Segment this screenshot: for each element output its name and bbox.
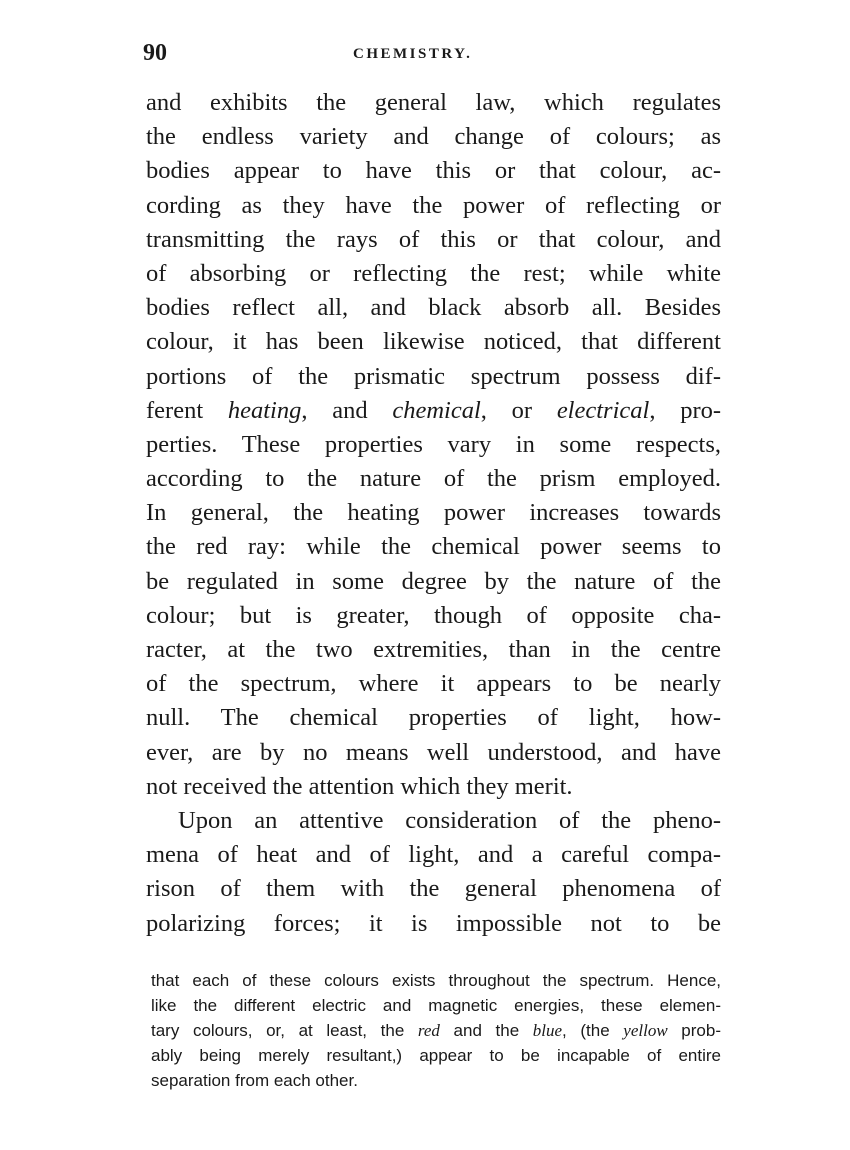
text-line: of the spectrum, where it appears to be nearly bbox=[146, 670, 721, 698]
text-line: perties. These properties vary in some respects, bbox=[146, 430, 721, 458]
text-run: , pro- bbox=[649, 396, 722, 424]
footnote-line-italics bbox=[151, 1018, 721, 1043]
text-line: colour; but is greater, though of opposite cha- bbox=[146, 601, 721, 629]
text-line: the endless variety and change of colours; as bbox=[146, 123, 721, 151]
text-line: polarizing forces; it is impossible not to be bbox=[146, 909, 721, 937]
page-header bbox=[143, 40, 718, 80]
footnote-line: that each of these colours exists throughout the spectrum. Hence, bbox=[151, 971, 721, 990]
text-line: the red ray: while the chemical power seems to bbox=[146, 533, 721, 561]
text-line: according to the nature of the prism employed. bbox=[146, 465, 721, 493]
text-run: , and bbox=[301, 396, 393, 424]
text-run: , (the bbox=[562, 1021, 624, 1040]
text-line: colour, it has been likewise noticed, that different bbox=[146, 328, 721, 356]
italic-term-heating: heating bbox=[227, 396, 302, 424]
paragraph-start-line: Upon an attentive consideration of the pheno- bbox=[178, 806, 721, 834]
text-run: tary colours, or, at least, the bbox=[151, 1021, 418, 1040]
body-text bbox=[146, 86, 721, 941]
text-line: mena of heat and of light, and a careful compa- bbox=[146, 841, 721, 869]
text-line: and exhibits the general law, which regulates bbox=[146, 89, 721, 116]
text-run: prob- bbox=[667, 1021, 721, 1040]
text-run: ferent bbox=[146, 396, 228, 424]
text-line: not received the attention which they merit. bbox=[146, 772, 573, 800]
text-line: bodies appear to have this or that colour, ac- bbox=[146, 157, 721, 185]
footnote bbox=[151, 968, 721, 1093]
text-line-italics bbox=[146, 394, 721, 428]
footnote-line: ably being merely resultant,) appear to be incapable of entire bbox=[151, 1046, 721, 1065]
text-line: of absorbing or reflecting the rest; while white bbox=[146, 259, 721, 287]
page-number: 90 bbox=[143, 40, 167, 66]
text-line: ever, are by no means well understood, and have bbox=[146, 738, 721, 766]
text-line: bodies reflect all, and black absorb all. Besides bbox=[146, 294, 721, 322]
italic-term-red: red bbox=[417, 1021, 440, 1040]
text-run: and the bbox=[439, 1021, 533, 1040]
italic-term-chemical: chemical bbox=[392, 396, 481, 424]
footnote-line: separation from each other. bbox=[151, 1071, 358, 1090]
footnote-line: like the different electric and magnetic energies, these elemen- bbox=[151, 996, 721, 1015]
running-head: CHEMISTRY. bbox=[353, 46, 473, 62]
text-line: rison of them with the general phenomena of bbox=[146, 875, 721, 903]
text-line: cording as they have the power of reflecting or bbox=[146, 191, 721, 219]
text-line: portions of the prismatic spectrum possess dif- bbox=[146, 362, 721, 390]
italic-term-yellow: yellow bbox=[623, 1021, 668, 1040]
text-run: , or bbox=[480, 396, 557, 424]
text-line: be regulated in some degree by the nature of the bbox=[146, 567, 721, 595]
text-line: transmitting the rays of this or that colour, and bbox=[146, 225, 721, 253]
text-line: racter, at the two extremities, than in the centre bbox=[146, 636, 721, 663]
text-line: In general, the heating power increases towards bbox=[146, 499, 721, 527]
italic-term-blue: blue bbox=[532, 1021, 563, 1040]
text-line: null. The chemical properties of light, how- bbox=[146, 704, 721, 732]
italic-term-electrical: electrical bbox=[556, 396, 650, 424]
